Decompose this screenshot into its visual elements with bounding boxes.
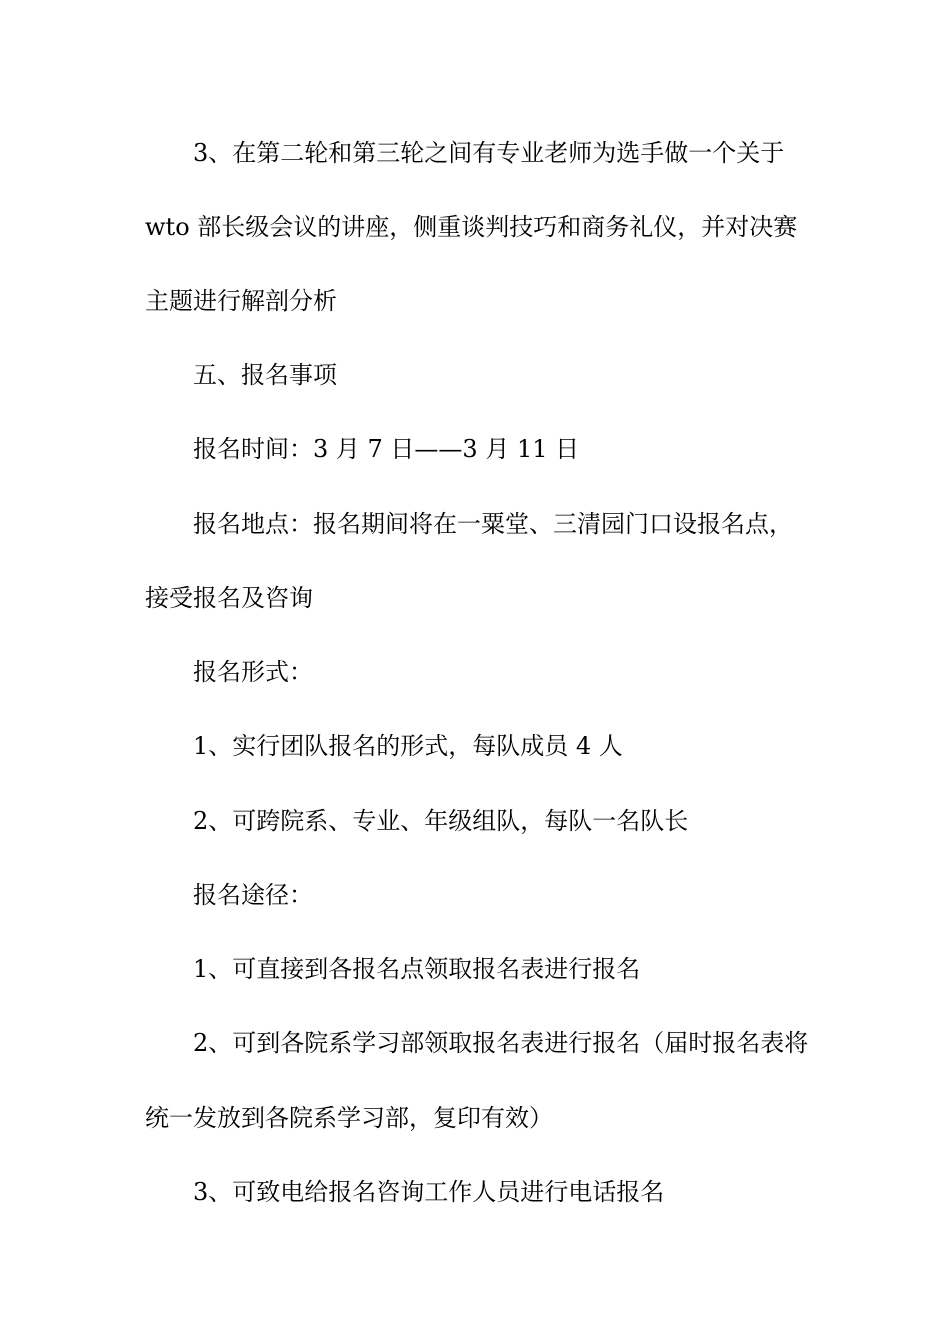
registration-time: 报名时间：3 月 7 日——3 月 11 日 <box>193 435 580 463</box>
registration-location-line-2: 接受报名及咨询 <box>145 584 313 612</box>
registration-format-item-2: 2、可跨院系、专业、年级组队，每队一名队长 <box>193 807 689 835</box>
registration-channels-heading: 报名途径： <box>193 881 313 909</box>
paragraph-lecture-line-2: wto 部长级会议的讲座，侧重谈判技巧和商务礼仪，并对决赛 <box>145 213 798 241</box>
registration-channel-item-2-line-2: 统一发放到各院系学习部，复印有效） <box>145 1104 553 1132</box>
registration-format-heading: 报名形式： <box>193 658 313 686</box>
section-heading-registration: 五、报名事项 <box>193 361 337 389</box>
registration-channel-item-1: 1、可直接到各报名点领取报名表进行报名 <box>193 955 641 983</box>
registration-channel-item-2-line-1: 2、可到各院系学习部领取报名表进行报名（届时报名表将 <box>193 1029 809 1057</box>
registration-channel-item-3: 3、可致电给报名咨询工作人员进行电话报名 <box>193 1178 665 1206</box>
paragraph-lecture-line-3: 主题进行解剖分析 <box>145 287 337 315</box>
paragraph-lecture-line-1: 3、在第二轮和第三轮之间有专业老师为选手做一个关于 <box>193 139 785 167</box>
registration-location-line-1: 报名地点：报名期间将在一粟堂、三清园门口设报名点， <box>193 510 793 538</box>
registration-format-item-1: 1、实行团队报名的形式，每队成员 4 人 <box>193 732 623 760</box>
